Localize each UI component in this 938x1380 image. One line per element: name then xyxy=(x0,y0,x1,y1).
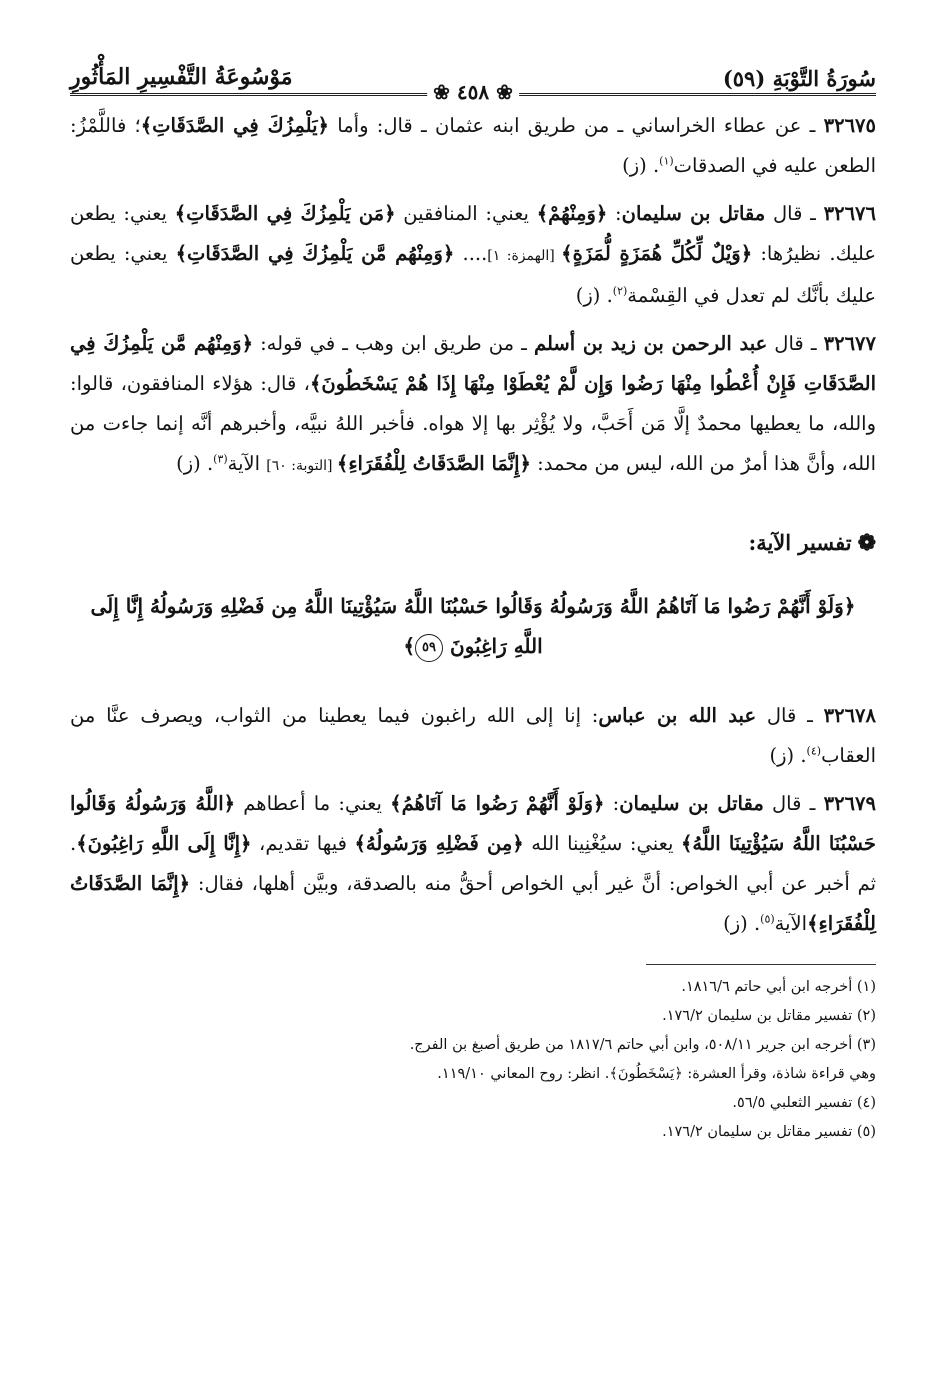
narration-text: ـ من طريق ابن وهب ـ في قوله: xyxy=(253,332,534,355)
quran-quote: ﴿إِنَّا إِلَى اللَّهِ رَاغِبُونَ﴾ xyxy=(76,832,252,855)
narration-text: ـ قال xyxy=(765,202,824,225)
quran-quote: ﴿اللَّهُ وَرَسُولُهُ وَقَالُوا حَسْبُنَا اللَّهُ سَيُؤْتِينَا اللَّهُ﴾ xyxy=(70,792,876,855)
flower-icon: ❁ xyxy=(857,530,876,556)
surah-title: سُورَةُ التَّوْبَةِ (٥٩) xyxy=(722,66,876,91)
narration-text: : xyxy=(607,202,622,225)
narration-number: ٣٢٦٧٩ xyxy=(823,792,876,815)
narration-text: : إنا إلى الله راغبون فيما يعطينا من الثواب، ويصرف عنَّا من العقاب xyxy=(70,704,876,767)
narration-text: يعني: يطعن عليك. نظيرُها: xyxy=(70,202,877,265)
footnote: (٥) تفسير مقاتل بن سليمان ١٧٦/٢. xyxy=(662,1124,876,1140)
page xyxy=(70,56,876,1147)
narration-text: يعني: يطعن عليك بأنَّك لم تعدل في القِسْمة xyxy=(70,242,876,307)
quran-verse xyxy=(70,586,876,666)
narration-paragraph xyxy=(70,106,876,186)
verse-reference: [التوبة: ٦٠] xyxy=(266,458,337,474)
narration-text: يعني: سيُغْنِينا الله xyxy=(523,832,681,855)
quran-quote: ﴿يَلْمِزُكَ فِي الصَّدَقَاتِ﴾ xyxy=(140,114,329,137)
footnote: وهي قراءة شاذة، وقرأ العشرة: ﴿يَسْخَطُونَ﴾. انظر: روح المعاني ١١٩/١٠. xyxy=(437,1066,876,1082)
footnote-marker: (١) xyxy=(659,154,674,168)
quran-quote: ﴿إِنَّمَا الصَّدَقَاتُ لِلْفُقَرَاءِ﴾ xyxy=(336,452,531,475)
footnote: (٢) تفسير مقاتل بن سليمان ١٧٦/٢. xyxy=(662,1008,876,1024)
verse-close: ﴾ xyxy=(403,634,416,658)
narration-number: ٣٢٦٧٨ xyxy=(823,704,876,727)
narration-number: ٣٢٦٧٥ xyxy=(823,114,876,137)
narration-text: ـ قال xyxy=(763,792,824,815)
main-content xyxy=(70,106,876,1147)
narration-text: .... xyxy=(454,242,488,265)
quran-quote: ﴿وَمِنْهُمْ﴾ xyxy=(536,202,608,225)
narration-text: . (ز) xyxy=(176,452,214,475)
footnote-marker: (٢) xyxy=(612,284,628,298)
narrator-name: عبد الرحمن بن زيد بن أسلم xyxy=(533,332,768,355)
narration-text: الآية xyxy=(774,912,808,935)
quran-quote: ﴿مِن فَضْلِهِ وَرَسُولُهُ﴾ xyxy=(354,832,524,855)
narration-paragraph xyxy=(70,696,876,776)
quran-quote: ﴿وَمِنْهُم مَّن يَلْمِزُكَ فِي الصَّدَقَاتِ فَإِنْ أُعْطُوا مِنْهَا رَضُوا وَإِن لَّمْ يُعْطَوْا مِنْهَا إِذَا هُمْ يَسْخَطُونَ﴾ xyxy=(70,332,876,395)
narration-text: ، قال: هؤلاء المنافقون، قالوا: والله، ما يعطيها محمدٌ إلَّا مَن أَحَبَّ، ولا يُؤْثِر بها إلا هواه. فأخبر اللهُ نبيَّه، وأخبرهم أنَّه إنما جاءت من الله، وأنَّ هذا أمرٌ من الله، ليس من محمد: xyxy=(70,372,876,475)
quran-quote: ﴿وَمِنْهُم مَّن يَلْمِزُكَ فِي الصَّدَقَاتِ﴾ xyxy=(175,242,455,265)
quran-quote: ﴿مَن يَلْمِزُكَ فِي الصَّدَقَاتِ﴾ xyxy=(174,202,396,225)
narration-text: ؛ فاللَّمْزُ: الطعن عليه في الصدقات xyxy=(70,114,876,177)
narration-text: : xyxy=(604,792,620,815)
page-header xyxy=(70,56,876,104)
narration-text: ـ قال xyxy=(767,332,824,355)
narration-text: يعني: ما أعطاهم xyxy=(235,792,391,815)
footnote-marker: (٣) xyxy=(213,452,228,466)
ayah-number-badge: ٥٩ xyxy=(415,634,443,662)
narration-text: يعني: المنافقين xyxy=(395,202,537,225)
narrations-group-2 xyxy=(70,696,876,944)
footnote-marker: (٤) xyxy=(806,744,822,758)
page-number: ❀ ٤٥٨ ❀ xyxy=(427,80,519,104)
quran-quote: ﴿إِنَّمَا الصَّدَقَاتُ لِلْفُقَرَاءِ﴾ xyxy=(70,872,876,935)
footnote: (٤) تفسير الثعلبي ٥٦/٥. xyxy=(732,1095,876,1111)
footnote-divider xyxy=(646,964,876,965)
narration-number: ٣٢٦٧٧ xyxy=(823,332,876,355)
narration-text: . (ز) xyxy=(769,744,807,767)
narration-text: . ثم أخبر عن أبي الخواص: أنَّ غير أبي الخواص أحقُّ منه بالصدقة، وبيَّن أهلها، فقال: xyxy=(70,832,876,895)
narration-text: . (ز) xyxy=(575,284,613,307)
book-title: مَوْسُوعَةُ التَّفْسِيرِ المَأْثُورِ xyxy=(70,64,293,90)
footnotes xyxy=(70,973,876,1147)
narration-text: ـ قال xyxy=(756,704,824,727)
narrator-name: مقاتل بن سليمان xyxy=(621,202,766,225)
narration-paragraph xyxy=(70,194,876,316)
footnote: (١) أخرجه ابن أبي حاتم ١٨١٦/٦. xyxy=(681,979,876,995)
narration-paragraph xyxy=(70,784,876,944)
narrator-name: عبد الله بن عباس xyxy=(598,704,757,727)
narration-text: . (ز) xyxy=(723,912,761,935)
quran-quote: ﴿وَيْلٌ لِّكُلِّ هُمَزَةٍ لُّمَزَةٍ﴾ xyxy=(561,242,753,265)
narrator-name: مقاتل بن سليمان xyxy=(619,792,764,815)
narration-number: ٣٢٦٧٦ xyxy=(823,202,876,225)
footnote: (٣) أخرجه ابن جرير ٥٠٨/١١، وابن أبي حاتم ١٨١٧/٦ من طريق أصبغ بن الفرج. xyxy=(409,1037,876,1053)
narration-text: فيها تقديم، xyxy=(251,832,355,855)
narration-text: ـ عن عطاء الخراساني ـ من طريق ابنه عثمان ـ قال: وأما xyxy=(329,114,824,137)
quran-quote: ﴿وَلَوْ أَنَّهُمْ رَضُوا مَا آتَاهُمُ﴾ xyxy=(390,792,605,815)
section-heading: ❁تفسير الآية: xyxy=(748,530,876,556)
verse-reference: [الهمزة: ١] xyxy=(487,248,562,264)
narration-paragraph xyxy=(70,324,876,486)
footnote-marker: (٥) xyxy=(760,912,775,926)
narration-text: الآية xyxy=(227,452,267,475)
narrations-group-1 xyxy=(70,106,876,486)
narration-text: . (ز) xyxy=(622,154,660,177)
verse-text: ﴿وَلَوْ أَنَّهُمْ رَضُوا مَا آتَاهُمُ اللَّهُ وَرَسُولُهُ وَقَالُوا حَسْبُنَا اللَّهُ سَيُؤْتِينَا اللَّهُ مِن فَضْلِهِ وَرَسُولُهُ إِنَّا إِلَى اللَّهِ رَاغِبُونَ xyxy=(90,594,856,658)
